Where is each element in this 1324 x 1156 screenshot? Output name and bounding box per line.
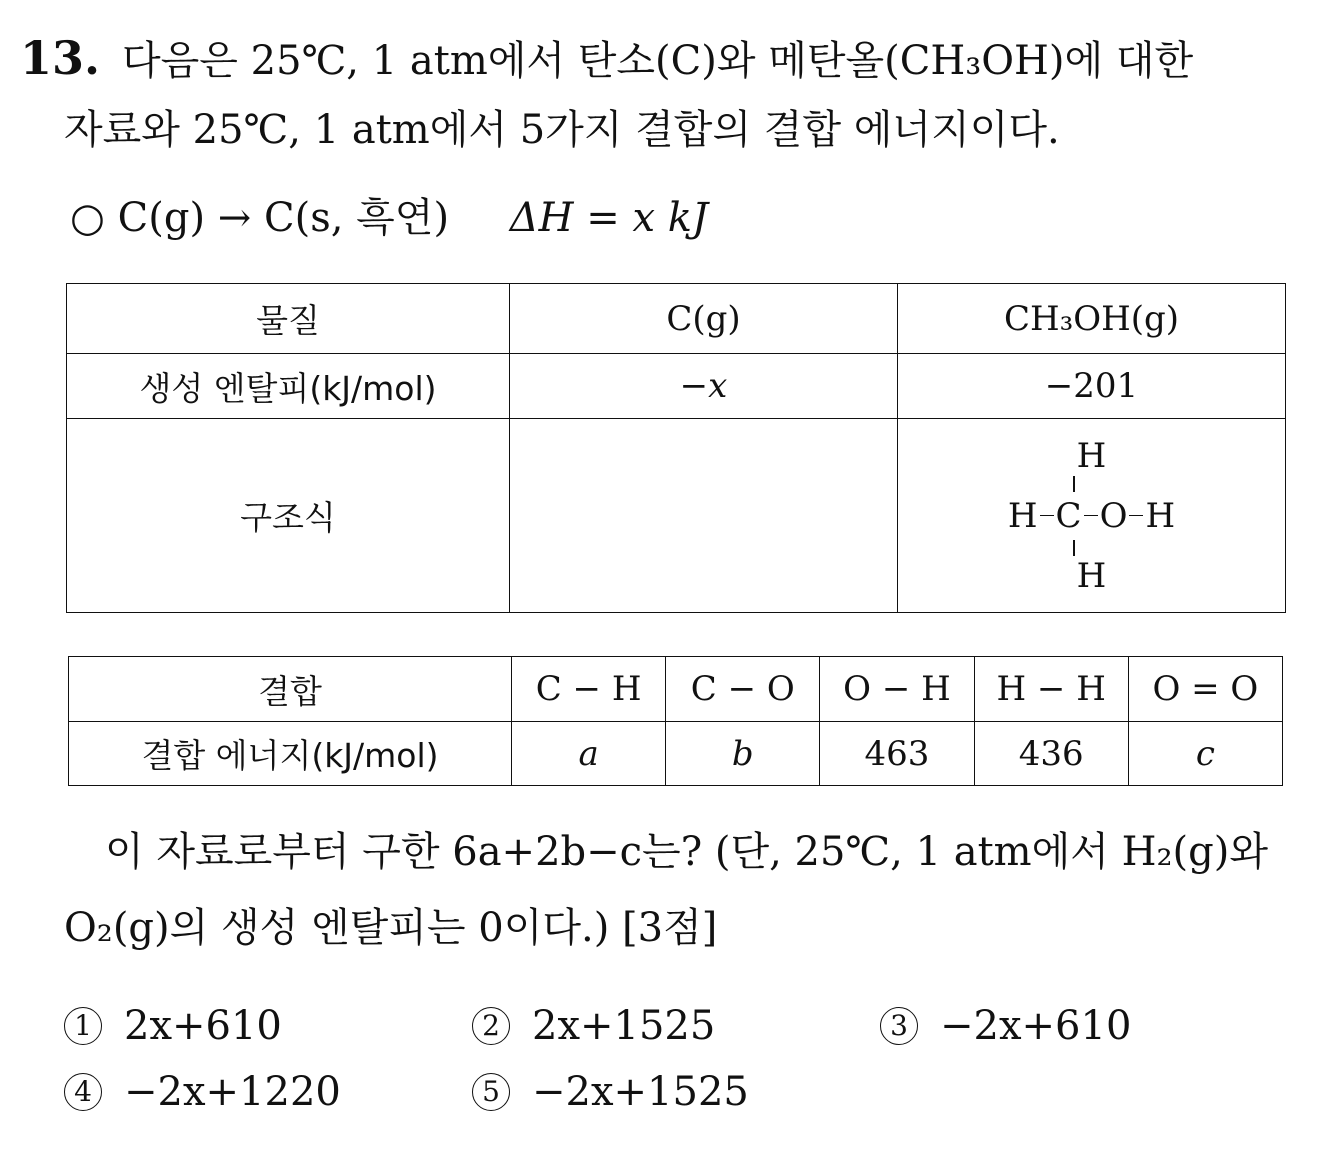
choice-5-text: −2x+1525: [532, 1069, 749, 1115]
choice-2[interactable]: [472, 996, 715, 1056]
energy-co: b: [666, 722, 820, 786]
energy-hh: 436: [974, 722, 1128, 786]
structure-top-h: H: [1076, 435, 1107, 476]
structure-methanol-cell: [898, 419, 1286, 613]
enthalpy-methanol-value: −201: [898, 354, 1286, 419]
choice-1-marker: 1: [64, 1007, 102, 1045]
substance-header: 물질: [67, 284, 510, 354]
choice-2-marker: 2: [472, 1007, 510, 1045]
enthalpy-row: [67, 354, 1286, 419]
bond-o-h: [1129, 515, 1143, 517]
choice-3-text: −2x+610: [940, 1003, 1132, 1049]
choice-2-text: 2x+1525: [532, 1003, 716, 1049]
choice-4-marker: 4: [64, 1073, 102, 1111]
substance-methanol-header: CH₃OH(g): [898, 284, 1286, 354]
question-line-2: 자료와 25℃, 1 atm에서 5가지 결합의 결합 에너지이다.: [64, 107, 1060, 153]
choice-1[interactable]: [64, 996, 282, 1056]
question-line-1: 다음은 25℃, 1 atm에서 탄소(C)와 메탄올(CH₃OH)에 대한: [122, 38, 1194, 84]
question-header: [20, 28, 1193, 91]
bond-oo: O = O: [1128, 657, 1282, 722]
substance-c-header: C(g): [510, 284, 898, 354]
bond-energy-table: [68, 656, 1283, 786]
structure-row: [67, 419, 1286, 613]
structure-bottom-row: [1008, 546, 1175, 606]
bond-oh: O − H: [820, 657, 974, 722]
energy-oh: 463: [820, 722, 974, 786]
energy-oo: c: [1128, 722, 1282, 786]
bond-co: C − O: [666, 657, 820, 722]
structure-h-right: H: [1145, 495, 1176, 536]
energy-ch: a: [512, 722, 666, 786]
substance-header-row: [67, 284, 1286, 354]
enthalpy-c-value: −x: [510, 354, 898, 419]
reaction-equation: [70, 188, 708, 248]
bond-energy-label: 결합 에너지(kJ/mol): [69, 722, 512, 786]
bond-c-h-bottom: [1073, 540, 1075, 556]
reaction-text: C(g) → C(s, 흑연): [117, 195, 450, 241]
bond-h-c: [1040, 515, 1054, 517]
choice-4-text: −2x+1220: [124, 1069, 341, 1115]
choice-1-text: 2x+610: [124, 1003, 282, 1049]
bond-header-row: [69, 657, 1283, 722]
choice-4[interactable]: [64, 1062, 341, 1122]
methanol-structural-formula: [1008, 426, 1175, 606]
question-number: 13.: [20, 31, 101, 85]
choice-5[interactable]: [472, 1062, 749, 1122]
structure-bottom-h: H: [1076, 555, 1107, 596]
bond-energy-row: [69, 722, 1283, 786]
bond-header: 결합: [69, 657, 512, 722]
reaction-bullet: ○: [70, 195, 105, 241]
structure-c: C: [1055, 495, 1082, 536]
enthalpy-label: 생성 엔탈피(kJ/mol): [67, 354, 510, 419]
reaction-enthalpy: ΔH = x kJ: [509, 195, 709, 241]
choice-5-marker: 5: [472, 1073, 510, 1111]
bond-hh: H − H: [974, 657, 1128, 722]
structure-o: O: [1099, 495, 1128, 536]
structure-c-cell: [510, 419, 898, 613]
choice-3[interactable]: [880, 996, 1131, 1056]
choice-3-marker: 3: [880, 1007, 918, 1045]
question-stem-line-2: O₂(g)의 생성 엔탈피는 0이다.) [3점]: [64, 905, 718, 951]
bond-c-o: [1084, 515, 1098, 517]
structure-h-left: H: [1007, 495, 1038, 536]
structure-top-row: [1008, 426, 1175, 486]
structure-label: 구조식: [67, 419, 510, 613]
question-stem-line-1: 이 자료로부터 구한 6a+2b−c는? (단, 25℃, 1 atm에서 H₂(g)와: [105, 829, 1268, 875]
structure-middle-row: [1008, 486, 1175, 546]
substance-table: [66, 283, 1286, 613]
bond-c-h-top: [1073, 476, 1075, 492]
bond-ch: C − H: [512, 657, 666, 722]
